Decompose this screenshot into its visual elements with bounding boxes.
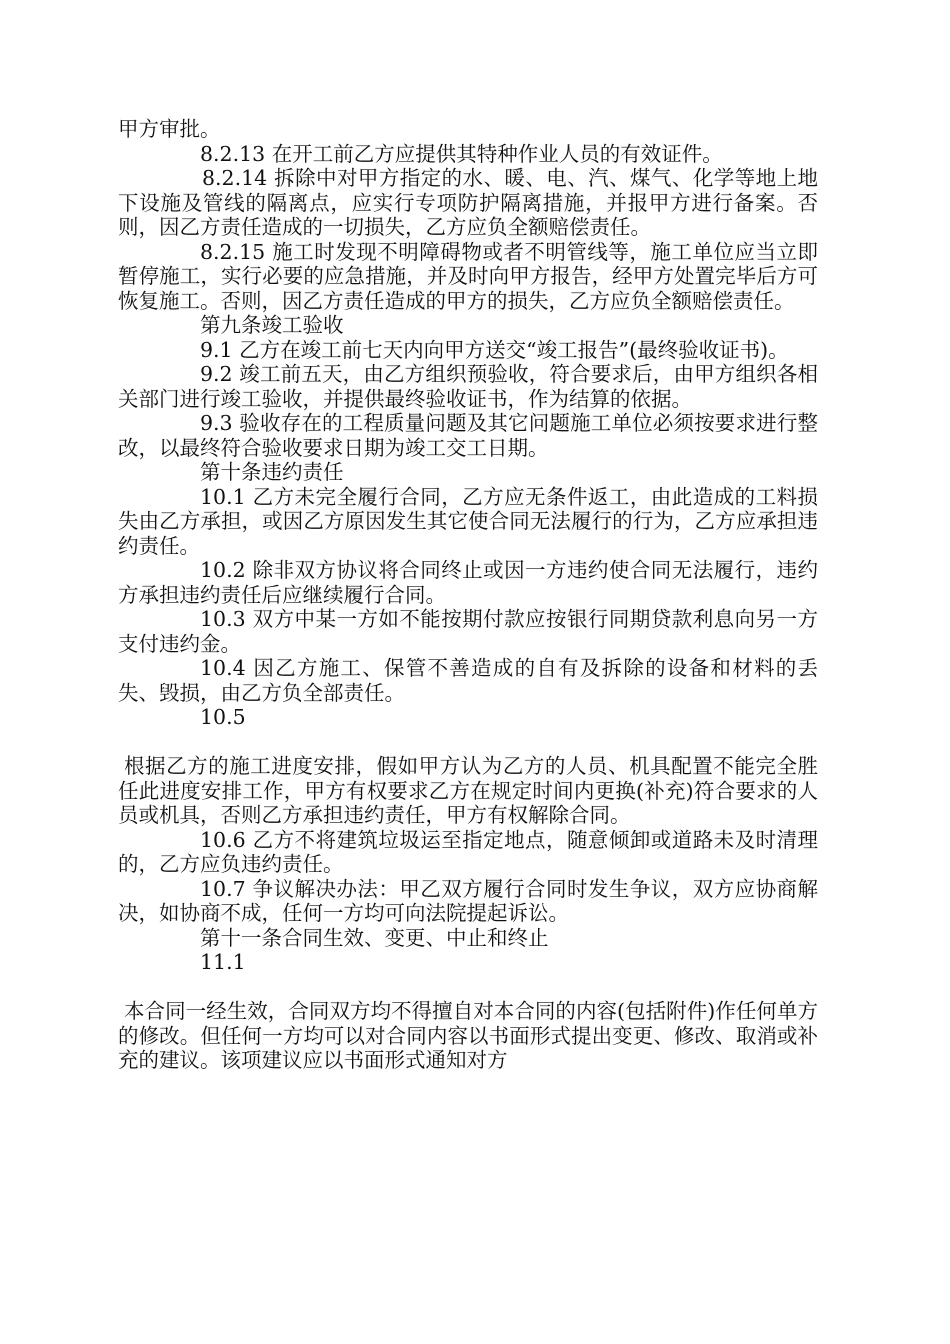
article-9-heading: 第九条竣工验收 [200,313,344,337]
clause-10-6: 10.6 乙方不将建筑垃圾运至指定地点，随意倾卸或道路未及时清理的，乙方应负违约责任。 [118,827,818,876]
clause-11-1-body: 本合同一经生效，合同双方均不得擅自对本合同的内容(包括附件)作任何单方的修改。但任何一方均可以对合同内容以书面形式提出变更、修改、取消或补充的建议。该项建议应以书面形式通知对方 [118,999,818,1072]
paragraph-continuation: 甲方审批。 [118,117,221,141]
clause-8-2-15: 8.2.15 施工时发现不明障碍物或者不明管线等，施工单位应当立即暂停施工，实行必要的应急措施，并及时向甲方报告，经甲方处置完毕后方可恢复施工。否则，因乙方责任造成的甲方的损失，乙方应负全额赔偿责任。 [118,239,818,313]
clause-9-2: 9.2 竣工前五天，由乙方组织预验收，符合要求后，由甲方组织各相关部门进行竣工验收，并提供最终验收证书，作为结算的依据。 [118,362,818,411]
clause-11-1-number: 11.1 [200,950,246,974]
article-10-heading: 第十条违约责任 [200,460,344,484]
clause-10-3: 10.3 双方中某一方如不能按期付款应按银行同期贷款利息向另一方支付违约金。 [118,607,818,656]
document-body [118,117,818,1073]
clause-8-2-13: 8.2.13 在开工前乙方应提供其特种作业人员的有效证件。 [200,141,723,166]
clause-10-1: 10.1 乙方未完全履行合同，乙方应无条件返工，由此造成的工料损失由乙方承担，或因乙方原因发生其它使合同无法履行的行为，乙方应承担违约责任。 [118,484,818,558]
clause-8-2-14: 8.2.14 拆除中对甲方指定的水、暖、电、汽、煤气、化学等地上地下设施及管线的隔离点，应实行专项防护隔离措施，并报甲方进行备案。否则，因乙方责任造成的一切损失，乙方应负全额赔偿责任。 [118,166,818,239]
clause-9-3: 9.3 验收存在的工程质量问题及其它问题施工单位必须按要求进行整改，以最终符合验收要求日期为竣工交工日期。 [118,411,818,460]
clause-10-5-body: 根据乙方的施工进度安排，假如甲方认为乙方的人员、机具配置不能完全胜任此进度安排工作，甲方有权要求乙方在规定时间内更换(补充)符合要求的人员或机具，否则乙方承担违约责任，甲方有权解除合同。 [118,754,818,827]
article-11-heading: 第十一条合同生效、变更、中止和终止 [200,925,549,950]
clause-10-2: 10.2 除非双方协议将合同终止或因一方违约使合同无法履行，违约方承担违约责任后应继续履行合同。 [118,558,818,607]
clause-10-7: 10.7 争议解决办法：甲乙双方履行合同时发生争议，双方应协商解决，如协商不成，任何一方均可向法院提起诉讼。 [118,876,818,925]
clause-10-4: 10.4 因乙方施工、保管不善造成的自有及拆除的设备和材料的丢失、毁损，由乙方负全部责任。 [118,656,818,705]
clause-9-1: 9.1 乙方在竣工前七天内向甲方送交“竣工报告”(最终验收证书)。 [200,337,789,362]
clause-10-5-number: 10.5 [200,705,246,729]
